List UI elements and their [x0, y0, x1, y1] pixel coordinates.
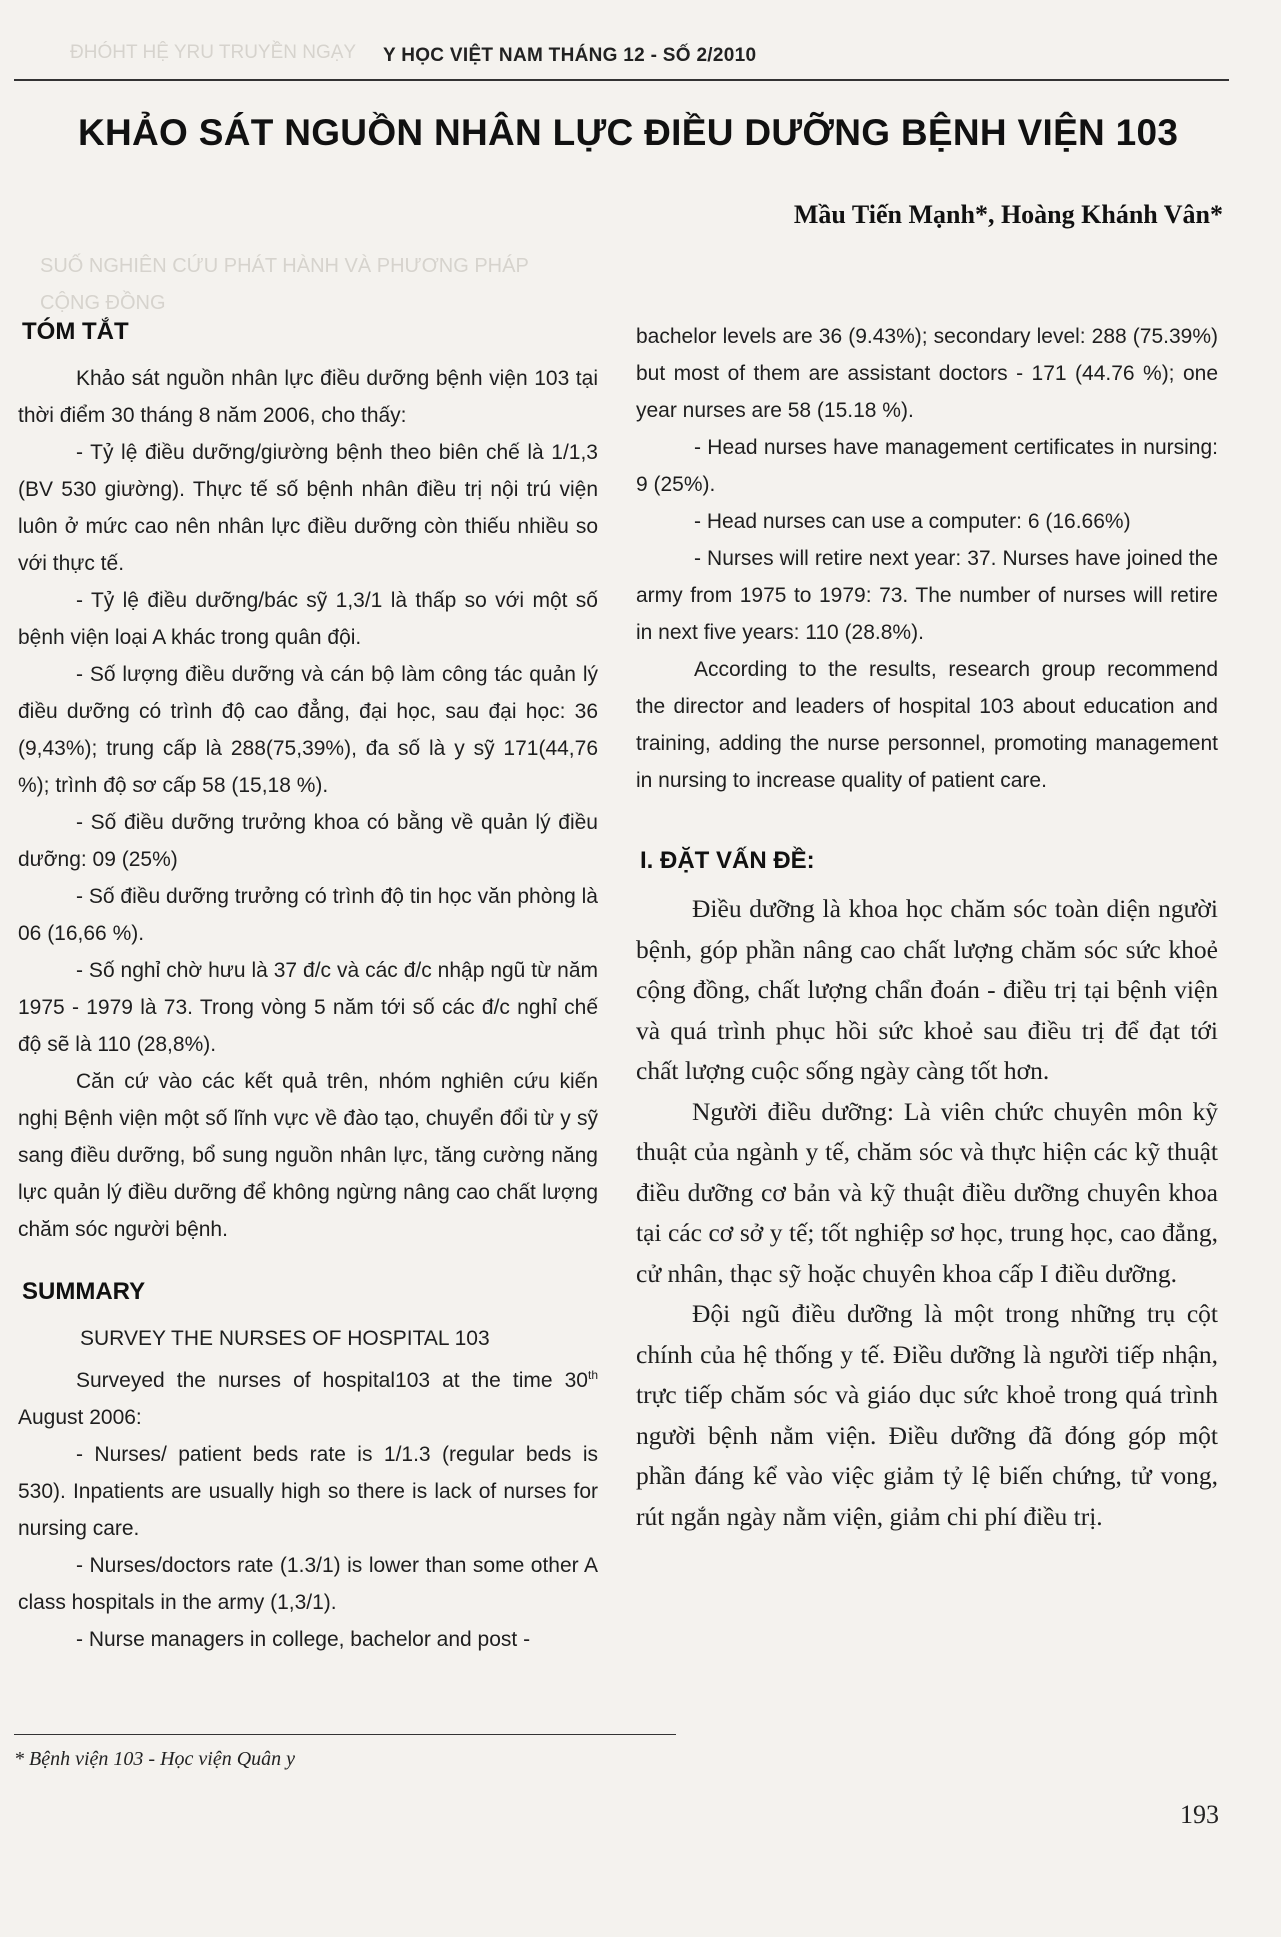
summary-paragraph: bachelor levels are 36 (9.43%); secondary level: 288 (75.39%) but most of them are assistant doctors - 171 (44.76 %); one year nurses are 58 (15.18 %). — [636, 325, 1218, 422]
page-number: 193 — [1180, 1800, 1219, 1829]
journal-header: Y HỌC VIỆT NAM THÁNG 12 - SỐ 2/2010 — [383, 45, 757, 66]
article-title: KHẢO SÁT NGUỒN NHÂN LỰC ĐIỀU DƯỠNG BỆNH VIỆN 103 — [78, 112, 1179, 153]
summary-paragraph: According to the results, research group recommend the director and leaders of hospital 103 about education and training, adding the nurse personnel, promoting management in nursing to increase quality of patient care. — [636, 658, 1218, 792]
summary-paragraph: - Head nurses have management certificates in nursing: 9 (25%). — [636, 436, 1218, 496]
summary-intro-text-b: August 2006: — [18, 1406, 142, 1429]
summary-paragraph: - Nurses/doctors rate (1.3/1) is lower than some other A class hospitals in the army (1,3/1). — [18, 1554, 598, 1614]
body-paragraph: Điều dưỡng là khoa học chăm sóc toàn diện người bệnh, góp phần nâng cao chất lượng chăm sóc sức khoẻ cộng đồng, chất lượng chẩn đoán - điều trị tại bệnh viện và quá trình phục hồi sức khoẻ sau điều trị để đạt tới chất lượng cuộc sống ngày càng tốt hơn. — [636, 894, 1218, 1085]
summary-intro — [18, 1357, 598, 1436]
author-names: Mầu Tiến Mạnh*, Hoàng Khánh Vân* — [793, 200, 1223, 229]
tom-tat-paragraph: - Số điều dưỡng trưởng khoa có bằng về quản lý điều dưỡng: 09 (25%) — [18, 811, 598, 871]
footnote-rule — [14, 1734, 676, 1735]
summary-paragraph: - Nurse managers in college, bachelor and post - — [76, 1628, 531, 1651]
body-paragraph: Người điều dưỡng: Là viên chức chuyên môn kỹ thuật của ngành y tế, chăm sóc và thực hiện các kỹ thuật điều dưỡng cơ bản và kỹ thuật điều dưỡng chuyên khoa tại các cơ sở y tế; tốt nghiệp sơ học, trung học, cao đẳng, cử nhân, thạc sỹ hoặc chuyên khoa cấp I điều dưỡng. — [636, 1096, 1218, 1288]
tom-tat-paragraph: - Tỷ lệ điều dưỡng/bác sỹ 1,3/1 là thấp so với một số bệnh viện loại A khác trong quân đội. — [18, 589, 598, 649]
affiliation-footnote: * Bệnh viện 103 - Học viện Quân y — [14, 1748, 296, 1770]
tom-tat-paragraph: Căn cứ vào các kết quả trên, nhóm nghiên cứu kiến nghị Bệnh viện một số lĩnh vực về đào tạo, chuyển đổi từ y sỹ sang điều dưỡng, bổ sung nguồn nhân lực, tăng cường năng lực quản lý điều dưỡng để không ngừng nâng cao chất lượng chăm sóc người bệnh. — [18, 1070, 598, 1241]
tom-tat-paragraph: - Số lượng điều dưỡng và cán bộ làm công tác quản lý điều dưỡng có trình độ cao đẳng, đại học, sau đại học: 36 (9,43%); trung cấp là 288(75,39%), đa số là y sỹ 171(44,76 %); trình độ sơ cấp 58 (15,18 %). — [18, 663, 598, 797]
summary-paragraph: - Head nurses can use a computer: 6 (16.66%) — [694, 510, 1131, 533]
tom-tat-paragraph: - Số nghỉ chờ hưu là 37 đ/c và các đ/c nhập ngũ từ năm 1975 - 1979 là 73. Trong vòng 5 năm tới số các đ/c nghỉ chế độ sẽ là 110 (28,8%). — [18, 959, 598, 1056]
summary-intro-text: Surveyed the nurses of hospital103 at the time 30 — [76, 1369, 588, 1392]
section-heading: I. ĐẶT VẤN ĐỀ: — [640, 847, 815, 874]
tom-tat-heading: TÓM TẮT — [22, 318, 129, 345]
authors — [794, 200, 1223, 230]
right-column — [636, 318, 1218, 1537]
summary-subtitle: SURVEY THE NURSES OF HOSPITAL 103 — [80, 1327, 490, 1350]
bleed-through-text: CỘNG ĐỒNG — [40, 292, 166, 314]
tom-tat-paragraph: - Tỷ lệ điều dưỡng/giường bệnh theo biên chế là 1/1,3 (BV 530 giường). Thực tế số bệnh nhân điều trị nội trú viện luôn ở mức cao nên nhân lực điều dưỡng còn thiếu nhiều so với thực tế. — [18, 441, 598, 575]
bleed-through-text: ĐHÓHT HỆ YRU TRUYỀN NGẠY — [70, 42, 357, 63]
summary-paragraph: - Nurses will retire next year: 37. Nurses have joined the army from 1975 to 1979: 73. The number of nurses will retire in next five years: 110 (28.8%). — [636, 547, 1218, 644]
summary-intro-sup: th — [587, 1368, 598, 1382]
summary-heading: SUMMARY — [22, 1278, 146, 1305]
header-rule — [14, 79, 1229, 81]
tom-tat-paragraph: - Số điều dưỡng trưởng có trình độ tin học văn phòng là 06 (16,66 %). — [18, 885, 598, 945]
tom-tat-paragraph: Khảo sát nguồn nhân lực điều dưỡng bệnh viện 103 tại thời điểm 30 tháng 8 năm 2006, cho thấy: — [18, 367, 598, 427]
body-paragraph: Đội ngũ điều dưỡng là một trong những trụ cột chính của hệ thống y tế. Điều dưỡng là người tiếp nhận, trực tiếp chăm sóc và giáo dục sức khoẻ trong quá trình người bệnh nằm viện. Điều dưỡng đã đóng góp một phần đáng kể vào việc giảm tỷ lệ biến chứng, tử vong, rút ngắn ngày nằm viện, giảm chi phí điều trị. — [636, 1299, 1218, 1531]
summary-paragraph: - Nurses/ patient beds rate is 1/1.3 (regular beds is 530). Inpatients are usually high so there is lack of nurses for nursing care. — [18, 1443, 598, 1540]
bleed-through-text: SUỐ NGHIÊN CỨU PHÁT HÀNH VÀ PHƯƠNG PHÁP — [40, 255, 529, 277]
left-column — [18, 318, 598, 1658]
